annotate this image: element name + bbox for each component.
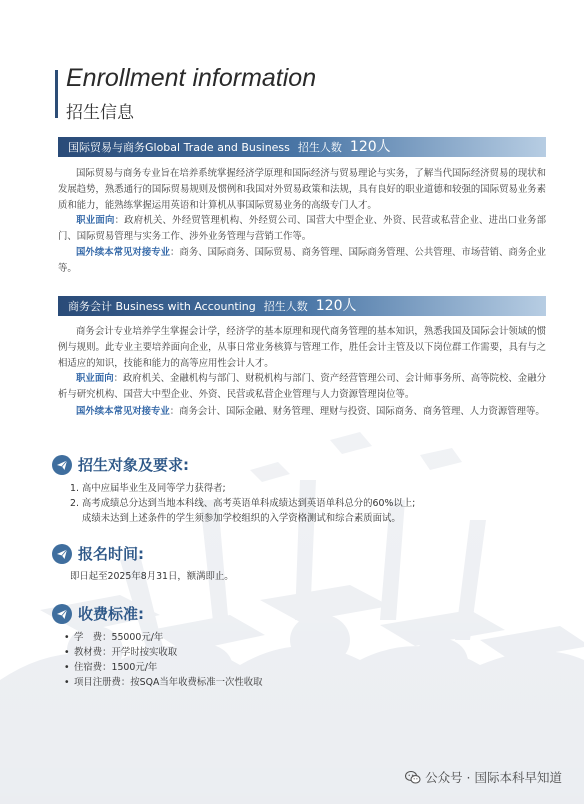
paper-plane-icon	[52, 455, 72, 475]
fee-text: 教材费：开学时按实收取	[74, 647, 178, 658]
program-further-accounting	[58, 404, 546, 420]
description-text: 商务会计专业培养学生掌握会计学，经济学的基本原理和现代商务管理的基本知识，熟悉我国及国际会计领域的惯例与规则。此专业主要培养面向企业，从事日常业务核算与管理工作，胜任会计主管及以下岗位群工作需要，具有与之相适应的知识，技能和能力的高等应用性会计人才。	[58, 326, 546, 369]
program-career-accounting	[58, 371, 546, 403]
description-text: 国际贸易与商务专业旨在培养系统掌握经济学原理和国际经济与贸易理论与实务，了解当代国际经济贸易的现状和发展趋势，熟悉通行的国际贸易规则及惯例和我国对外贸易政策和法规，具有良好的职业道德和较强的国际贸易业务素质和能力，能熟练掌握运用英语和计算机从事国际贸易业务的高级专门人才。	[58, 168, 546, 211]
program-description-trade	[58, 166, 546, 213]
fee-text: 学 费：55000元/年	[74, 632, 164, 643]
paper-plane-icon	[52, 604, 72, 624]
quota-label: 招生人数	[263, 300, 308, 313]
list-item: 1. 高中应届毕业生及同等学力获得者;	[70, 483, 226, 494]
further-text: ：商务、国际商务、国际贸易、商务管理、国际商务管理、公共管理、市场营销、商务企业等。	[58, 247, 546, 274]
quota-count: 120人	[349, 139, 391, 155]
further-text: ：商务会计、国际金融、财务管理、理财与投资、国际商务、商务管理、人力资源管理等。	[169, 406, 545, 417]
career-label: 职业面向	[76, 373, 114, 384]
program-header-accounting	[58, 296, 546, 316]
watermark	[405, 768, 562, 786]
list-item: • 教材费：开学时按实收取	[64, 647, 178, 658]
section-title: 报名时间:	[78, 545, 144, 563]
requirements-list	[70, 481, 415, 526]
quota-label: 招生人数	[297, 141, 342, 154]
page-title-en: Enrollment information	[66, 64, 317, 92]
fee-text: 项目注册费：按SQA当年收费标准一次性收取	[74, 677, 263, 688]
further-label: 国外续本常见对接专业	[76, 247, 171, 258]
career-label: 职业面向	[76, 215, 115, 226]
program-header-trade	[58, 137, 546, 157]
section-title: 收费标准:	[78, 605, 144, 623]
further-label: 国外续本常见对接专业	[76, 406, 170, 417]
career-text: ：政府机关、金融机构与部门、财税机构与部门、资产经营管理公司、会计师事务所、高等院校、金融分析与研究机构、国营大中型企业、外资、民营或私营企业管理与人力资源管理岗位等。	[58, 373, 546, 400]
watermark-text: 公众号 · 国际本科早知道	[425, 770, 562, 785]
registration-text	[70, 569, 234, 584]
wechat-icon	[405, 771, 421, 784]
section-title: 招生对象及要求:	[78, 456, 189, 474]
list-item: 成绩未达到上述条件的学生须参加学校组织的入学资格测试和综合素质面试。	[82, 513, 401, 524]
quota-count: 120人	[315, 298, 357, 314]
program-further-trade	[58, 245, 546, 277]
list-item: 2. 高考成绩总分达到当地本科线、高考英语单科成绩达到英语单科总分的60%以上;	[70, 498, 416, 509]
registration-period: 即日起至2025年8月31日，额满即止。	[70, 571, 234, 582]
fee-text: 住宿费：1500元/年	[74, 662, 158, 673]
list-item: • 住宿费：1500元/年	[64, 662, 158, 673]
list-item: • 学 费：55000元/年	[64, 632, 164, 643]
program-description-accounting	[58, 324, 546, 371]
program-name: 国际贸易与商务Global Trade and Business	[68, 141, 290, 154]
list-item: • 项目注册费：按SQA当年收费标准一次性收取	[64, 677, 263, 688]
program-career-trade	[58, 213, 546, 245]
paper-plane-icon	[52, 544, 72, 564]
title-accent-bar	[55, 70, 58, 118]
page-title-cn: 招生信息	[66, 103, 134, 123]
program-name: 商务会计 Business with Accounting	[68, 300, 256, 313]
career-text: ：政府机关、外经贸管理机构、外经贸公司、国营大中型企业、外资、民营或私营企业、进出口业务部门、国际贸易管理与实务工作、涉外业务管理与营销工作等。	[58, 215, 546, 242]
fees-list	[64, 630, 263, 690]
